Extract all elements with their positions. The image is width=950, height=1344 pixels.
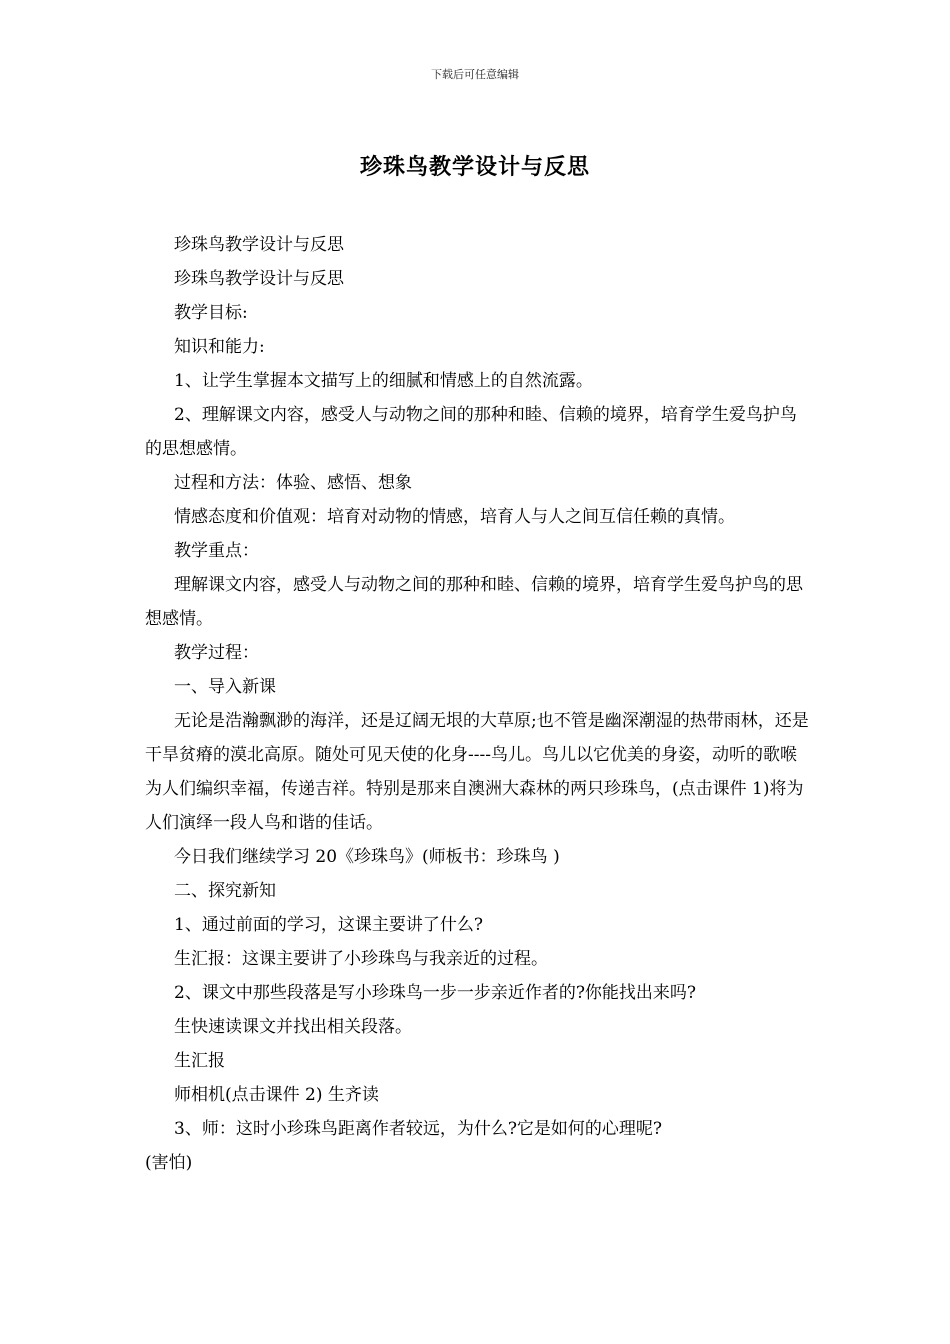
- paragraph: 过程和方法：体验、感悟、想象: [174, 473, 412, 493]
- paragraph: 2、理解课文内容，感受人与动物之间的那种和睦、信赖的境界，培育学生爱鸟护鸟的思想感情。: [145, 405, 797, 459]
- paragraph: 教学重点：: [174, 541, 259, 561]
- paragraph: 生汇报: [174, 1051, 225, 1071]
- paragraph: 师相机(点击课件 2) 生齐读: [174, 1085, 379, 1105]
- paragraph: 情感态度和价值观：培育对动物的情感，培育人与人之间互信任赖的真情。: [174, 507, 735, 527]
- paragraph: 知识和能力:: [174, 337, 265, 357]
- paragraph: 教学过程：: [174, 643, 259, 663]
- paragraph: 一、导入新课: [174, 677, 276, 697]
- paragraph: 生快速读课文并找出相关段落。: [174, 1017, 412, 1037]
- paragraph: 珍珠鸟教学设计与反思: [174, 235, 344, 255]
- paragraph: (害怕): [145, 1153, 193, 1173]
- document-body: [145, 228, 810, 1180]
- paragraph: 生汇报：这课主要讲了小珍珠鸟与我亲近的过程。: [174, 949, 548, 969]
- paragraph: 今日我们继续学习 20《珍珠鸟》(师板书：珍珠鸟 ): [174, 847, 560, 867]
- paragraph: 珍珠鸟教学设计与反思: [174, 269, 344, 289]
- paragraph: 理解课文内容，感受人与动物之间的那种和睦、信赖的境界，培育学生爱鸟护鸟的思想感情。: [145, 575, 803, 629]
- paragraph: 教学目标:: [174, 303, 248, 323]
- page-header-note: 下载后可任意编辑: [431, 68, 519, 81]
- paragraph: 3、师：这时小珍珠鸟距离作者较远，为什么?它是如何的心理呢?: [174, 1119, 663, 1139]
- paragraph: 1、让学生掌握本文描写上的细腻和情感上的自然流露。: [174, 371, 593, 391]
- paragraph: 1、通过前面的学习，这课主要讲了什么?: [174, 915, 483, 935]
- paragraph: 二、探究新知: [174, 881, 276, 901]
- paragraph: 2、课文中那些段落是写小珍珠鸟一步一步亲近作者的?你能找出来吗?: [174, 983, 697, 1003]
- document-title: 珍珠鸟教学设计与反思: [359, 155, 590, 180]
- paragraph: 无论是浩瀚飘渺的海洋，还是辽阔无垠的大草原;也不管是幽深潮湿的热带雨林，还是干旱贫瘠的漠北高原。随处可见天使的化身----鸟儿。鸟儿以它优美的身姿，动听的歌喉为人们编织幸福，传递吉祥。特别是那来自澳洲大森林的两只珍珠鸟，(点击课件 1)将为人们演绎一段人鸟和谐的佳话。: [145, 711, 809, 833]
